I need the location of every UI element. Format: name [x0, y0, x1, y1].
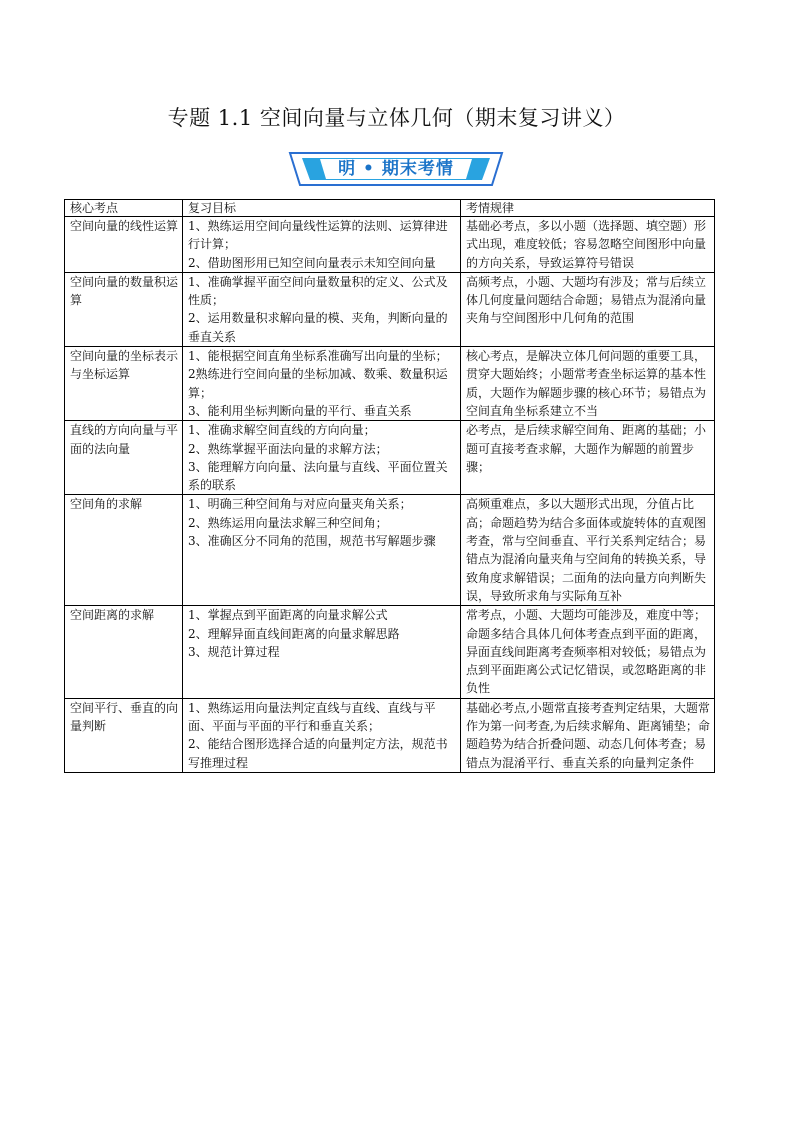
goal-item: 2、能结合图形选择合适的向量判定方法，规范书写推理过程	[188, 737, 448, 770]
goal-item: 2、熟练运用向量法求解三种空间角；	[188, 515, 388, 530]
page-title: 专题 1.1 空间向量与立体几何（期末复习讲义）	[167, 106, 626, 130]
goals-cell	[183, 272, 461, 346]
goal-item: 1、准确掌握平面空间向量数量积的定义、公式及性质；	[188, 274, 448, 308]
header-review-goal: 复习目标	[183, 200, 461, 217]
topic-text: 空间距离的求解	[70, 608, 155, 623]
pattern-cell: 高频重难点，多以大题形式出现，分值占比高；命题趋势为结合多面体或旋转体的直观图考查，常与空间垂直、平行关系判定结合；易错点为混淆向量夹角与空间角的转换关系，导致角度求解错误；二面角的法向量方向判断失误，导致所求角与实际角互补	[461, 495, 715, 606]
goals-cell	[183, 606, 461, 698]
banner-label: 明 • 期末考情	[338, 159, 454, 179]
table-row	[65, 606, 715, 698]
goal-item: 2、运用数量积求解向量的模、夹角，判断向量的垂直关系	[188, 311, 448, 344]
goal-item: 2、理解异面直线间距离的向量求解思路	[188, 626, 400, 641]
pattern-cell: 必考点，是后续求解空间角、距离的基础；小题可直接考查求解，大题作为解题的前置步骤；	[461, 421, 715, 495]
goals-cell	[183, 217, 461, 273]
topic-text: 空间向量的数量积运算	[70, 274, 179, 308]
goal-item: 3、规范计算过程	[188, 644, 280, 659]
topic-text: 空间角的求解	[70, 497, 143, 512]
table-header-row	[65, 200, 715, 217]
topic-text: 空间向量的线性运算	[70, 219, 179, 233]
topic-cell	[65, 347, 183, 421]
goal-item: 2、借助图形用已知空间向量表示未知空间向量	[188, 255, 436, 270]
pattern-cell: 基础必考点，多以小题（选择题、填空题）形式出现，难度较低；容易忽略空间图形中向量的方向关系，导致运算符号错误	[461, 217, 715, 273]
header-core-topic: 核心考点	[65, 200, 183, 217]
header-exam-pattern: 考情规律	[461, 200, 715, 217]
topic-text: 空间向量的坐标表示与坐标运算	[70, 349, 179, 382]
goal-item: 3、能利用坐标判断向量的平行、垂直关系	[188, 403, 412, 418]
goal-item: 1、能根据空间直角坐标系准确写出向量的坐标；	[188, 349, 448, 364]
goal-item: 2熟练进行空间向量的坐标加减、数乘、数量积运算；	[188, 367, 448, 400]
goal-item: 1、明确三种空间角与对应向量夹角关系；	[188, 497, 412, 512]
pattern-cell: 核心考点，是解决立体几何问题的重要工具，贯穿大题始终；小题常考查坐标运算的基本性质，大题作为解题步骤的核心环节；易错点为空间直角坐标系建立不当	[461, 347, 715, 421]
topic-cell	[65, 495, 183, 606]
goal-item: 1、熟练运用向量法判定直线与直线、直线与平面、平面与平面的平行和垂直关系；	[188, 700, 436, 734]
goal-item: 3、能理解方向向量、法向量与直线、平面位置关系的联系	[188, 459, 448, 493]
topic-text: 空间平行、垂直的向量判断	[70, 700, 179, 734]
table-row	[65, 347, 715, 421]
table-row	[65, 272, 715, 346]
goals-cell	[183, 698, 461, 772]
goal-item: 1、准确求解空间直线的方向向量；	[188, 423, 376, 438]
pattern-cell: 基础必考点,小题常直接考查判定结果，大题常作为第一问考查,为后续求解角、距离铺垫；命题趋势为结合折叠问题、动态几何体考查；易错点为混淆平行、垂直关系的向量判定条件	[461, 698, 715, 772]
pattern-cell: 高频考点，小题、大题均有涉及；常与后续立体几何度量问题结合命题；易错点为混淆向量夹角与空间图形中几何角的范围	[461, 272, 715, 346]
topic-cell	[65, 698, 183, 772]
goal-item: 1、掌握点到平面距离的向量求解公式	[188, 608, 388, 623]
topic-cell	[65, 272, 183, 346]
goal-item: 2、熟练掌握平面法向量的求解方法；	[188, 441, 388, 456]
goals-cell	[183, 421, 461, 495]
table-row	[65, 217, 715, 273]
goals-cell	[183, 347, 461, 421]
topic-cell	[65, 606, 183, 698]
table-row	[65, 698, 715, 772]
topic-cell	[65, 421, 183, 495]
review-table	[64, 199, 715, 773]
topic-text: 直线的方向向量与平面的法向量	[70, 423, 179, 456]
table-row	[65, 421, 715, 495]
topic-cell	[65, 217, 183, 273]
goal-item: 3、准确区分不同角的范围，规范书写解题步骤	[188, 534, 436, 549]
section-banner	[286, 149, 506, 189]
goals-cell	[183, 495, 461, 606]
pattern-cell: 常考点，小题、大题均可能涉及，难度中等；命题多结合具体几何体考查点到平面的距离，异面直线间距离考查频率相对较低；易错点为点到平面距离公式记忆错误，或忽略距离的非负性	[461, 606, 715, 698]
table-row	[65, 495, 715, 606]
goal-item: 1、熟练运用空间向量线性运算的法则、运算律进行计算；	[188, 219, 448, 252]
